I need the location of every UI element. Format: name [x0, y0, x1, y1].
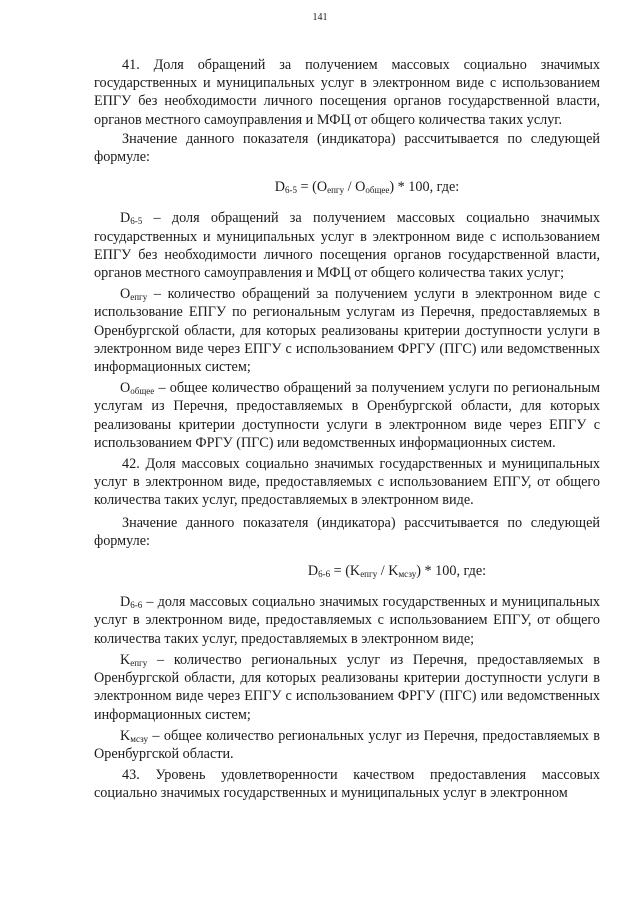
item-41-formula: [94, 178, 600, 196]
definition-d-6-6: [94, 593, 600, 648]
definition-subscript: 6-5: [130, 216, 143, 227]
definition-o-obshchee: [94, 379, 600, 452]
definition-symbol: K: [120, 651, 131, 668]
definition-d-6-5: [94, 209, 600, 282]
definition-text: – количество региональных услуг из Перечня, предоставляемых в Оренбургской области, для которых реализованы критерии доступности услуги в электронном виде через ЕПГУ с использованием ФРГУ (ПГС) или ведомственных информационных систем;: [94, 651, 600, 723]
definition-symbol: O: [120, 380, 131, 397]
definition-text: – общее количество обращений за получением услуги по региональным услугам из Перечня, предоставляемых в Оренбургской области, для которых реализованы критерии доступности услуги в электронном виде через ЕПГУ с использованием ФРГУ (ПГС) или ведомственных информационных систем.: [94, 380, 600, 451]
formula-lhs: D: [274, 179, 285, 196]
definition-symbol: O: [120, 286, 131, 303]
definition-symbol: D: [120, 594, 131, 611]
formula-div: / K: [377, 563, 399, 580]
definition-text: – доля обращений за получением массовых социально значимых государственных и муниципальных услуг в электронном виде с использованием ЕПГУ без необходимости личного посещения органов государственной власти, органов местного самоуправления и МФЦ от общего количества таких услуг;: [94, 210, 600, 282]
definition-text: – общее количество региональных услуг из Перечня, предоставляемых в Оренбургской области.: [94, 727, 600, 762]
definition-symbol: K: [120, 727, 131, 744]
formula-div: / O: [344, 179, 366, 196]
formula-den-sub: мсзу: [398, 569, 417, 580]
page-number: 141: [312, 12, 328, 23]
formula-lhs-sub: 6-6: [318, 569, 331, 580]
definition-subscript: епгу: [130, 292, 148, 303]
formula-tail: ) * 100, где:: [416, 563, 487, 580]
definition-text: – количество обращений за получением услуги в электронном виде с использование ЕПГУ по региональным услугам из Перечня, предоставляемых в Оренбургской области, для которых реализованы критерии доступности услуги в электронном виде через ЕПГУ с использованием ФРГУ (ПГС) или ведомственных информационных систем;: [94, 286, 600, 376]
formula-eq: = (K: [330, 563, 361, 580]
definition-subscript: мсзу: [130, 733, 149, 744]
item-43-heading: 43. Уровень удовлетворенности качеством предоставления массовых социально значимых государственных и муниципальных услуг в электронном: [94, 767, 600, 802]
formula-num-sub: епгу: [327, 185, 345, 196]
item-41-heading: 41. Доля обращений за получением массовых социально значимых государственных и муниципальных услуг в электронном виде с использованием ЕПГУ без необходимости личного посещения органов государственной власти, органов местного самоуправления и МФЦ от общего количества таких услуг.: [94, 57, 600, 128]
item-42-formula-intro: Значение данного показателя (индикатора) рассчитывается по следующей формуле:: [94, 514, 600, 549]
item-41-formula-intro: Значение данного показателя (индикатора) рассчитывается по следующей формуле:: [94, 130, 600, 166]
formula-tail: ) * 100, где:: [389, 179, 460, 196]
definition-text: – доля массовых социально значимых государственных и муниципальных услуг в электронном виде, предоставляемых с использованием ЕПГУ, от общего количества таких услуг, предоставляемых в электронном виде;: [94, 594, 600, 647]
item-42-heading: 42. Доля массовых социально значимых государственных и муниципальных услуг в электронном виде, предоставляемых с использованием ЕПГУ, от общего количества таких услуг, предоставляемых в электронном виде.: [94, 456, 600, 509]
definition-o-epgu: [94, 285, 600, 376]
definition-subscript: общее: [130, 386, 155, 397]
definition-symbol: D: [120, 210, 131, 227]
definition-subscript: 6-6: [130, 600, 143, 611]
formula-den-sub: общее: [365, 185, 390, 196]
definition-subscript: епгу: [130, 657, 148, 668]
item-42-formula: [94, 562, 600, 580]
formula-lhs-sub: 6-5: [285, 185, 297, 196]
definition-k-epgu: [94, 651, 600, 724]
formula-lhs: D: [307, 563, 319, 580]
page-body: [94, 56, 600, 804]
formula-num-sub: епгу: [360, 569, 378, 580]
formula-eq: = (O: [297, 179, 328, 196]
definition-k-mszu: [94, 727, 600, 763]
